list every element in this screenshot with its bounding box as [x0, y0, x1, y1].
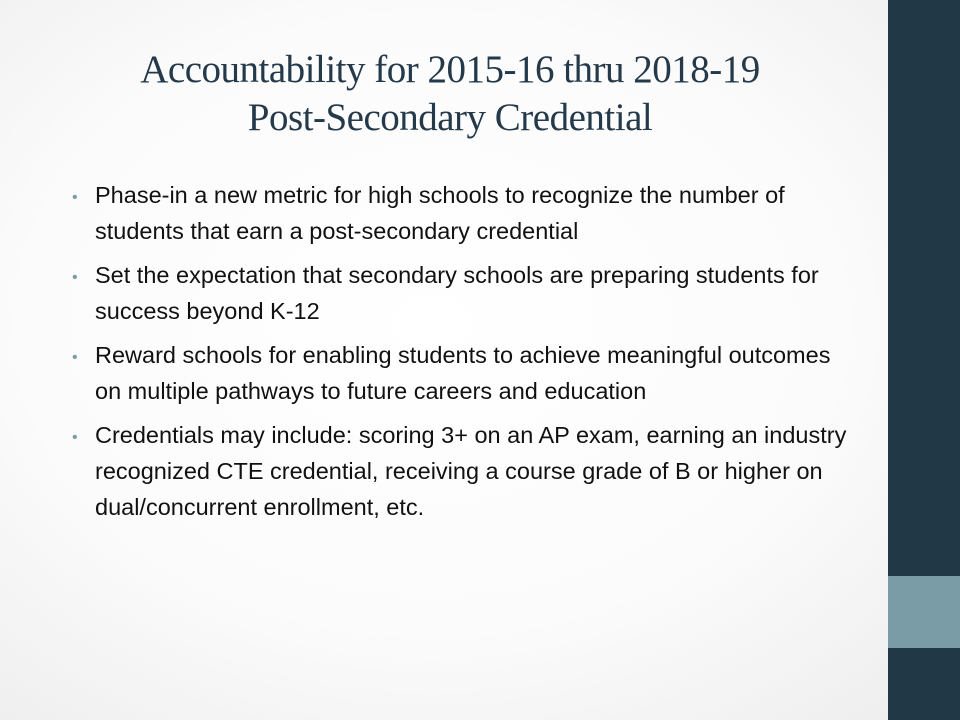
bullet-list	[70, 177, 850, 533]
sidebar-accent-block	[888, 576, 960, 648]
bullet-text: Set the expectation that secondary schools are preparing students for success beyond K-12	[95, 262, 819, 324]
bullet-text: Reward schools for enabling students to achieve meaningful outcomes on multiple pathways to future careers and education	[95, 342, 831, 404]
bullet-item	[70, 337, 850, 409]
bullet-text: Phase-in a new metric for high schools to recognize the number of students that earn a post-secondary credential	[95, 182, 785, 244]
bullet-dot-icon: •	[72, 189, 78, 206]
slide-title	[40, 46, 860, 142]
bullet-dot-icon: •	[72, 269, 78, 286]
bullet-item	[70, 177, 850, 249]
bullet-item	[70, 417, 850, 525]
title-line-2: Post-Secondary Credential	[247, 96, 653, 139]
title-line-1: Accountability for 2015-16 thru 2018-19	[140, 48, 760, 91]
bullet-dot-icon: •	[72, 349, 78, 366]
bullet-text: Credentials may include: scoring 3+ on an AP exam, earning an industry recognized CTE credential, receiving a course grade of B or higher on dual/concurrent enrollment, etc.	[95, 422, 847, 520]
bullet-item	[70, 257, 850, 329]
bullet-dot-icon: •	[72, 429, 78, 446]
